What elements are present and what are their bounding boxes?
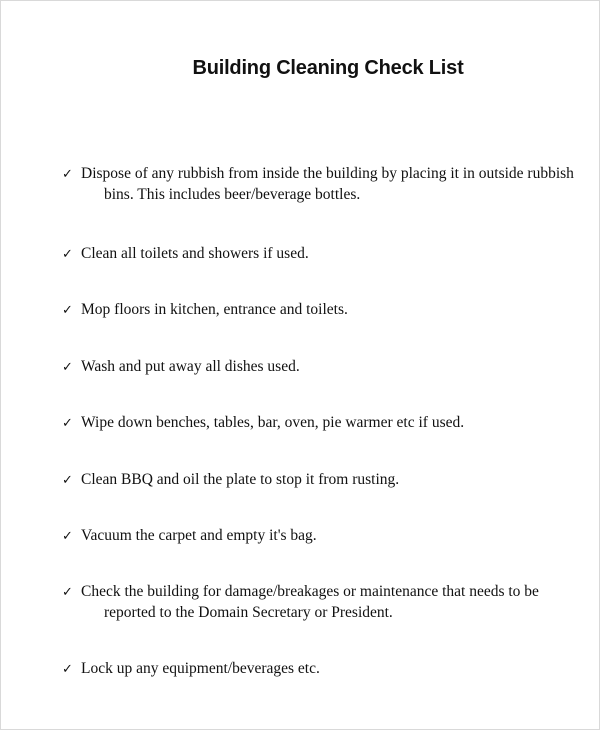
list-item — [62, 243, 582, 264]
checkmark-icon: ✓ — [62, 166, 73, 181]
list-item-text: Lock up any equipment/beverages etc. — [81, 660, 320, 677]
list-item-text: Mop floors in kitchen, entrance and toilets. — [81, 301, 348, 318]
checkmark-icon: ✓ — [62, 528, 73, 543]
list-item-text: Check the building for damage/breakages or maintenance that needs to be reported to the Domain Secretary or President. — [81, 583, 539, 621]
page-title: Building Cleaning Check List — [192, 57, 464, 79]
checkmark-icon: ✓ — [62, 415, 73, 430]
list-item-text: Wipe down benches, tables, bar, oven, pie warmer etc if used. — [81, 414, 465, 431]
list-item — [62, 412, 582, 433]
list-item-text: Clean BBQ and oil the plate to stop it from rusting. — [81, 471, 400, 488]
list-item-text: Clean all toilets and showers if used. — [81, 245, 309, 262]
checkmark-icon: ✓ — [62, 661, 73, 676]
list-item — [62, 581, 582, 623]
checkmark-icon: ✓ — [62, 472, 73, 487]
list-item-text: Wash and put away all dishes used. — [81, 358, 300, 375]
checkmark-icon: ✓ — [62, 584, 73, 599]
list-item — [62, 658, 582, 679]
list-item — [62, 356, 582, 377]
list-item-text: Vacuum the carpet and empty it's bag. — [81, 527, 317, 544]
list-item — [62, 525, 582, 546]
list-item-text: Dispose of any rubbish from inside the building by placing it in outside rubbish bins. This includes beer/beverage bottles. — [81, 165, 574, 203]
list-item — [62, 163, 582, 205]
checkmark-icon: ✓ — [62, 359, 73, 374]
list-item — [62, 469, 582, 490]
checkmark-icon: ✓ — [62, 302, 73, 317]
checkmark-icon: ✓ — [62, 246, 73, 261]
list-item — [62, 299, 582, 320]
